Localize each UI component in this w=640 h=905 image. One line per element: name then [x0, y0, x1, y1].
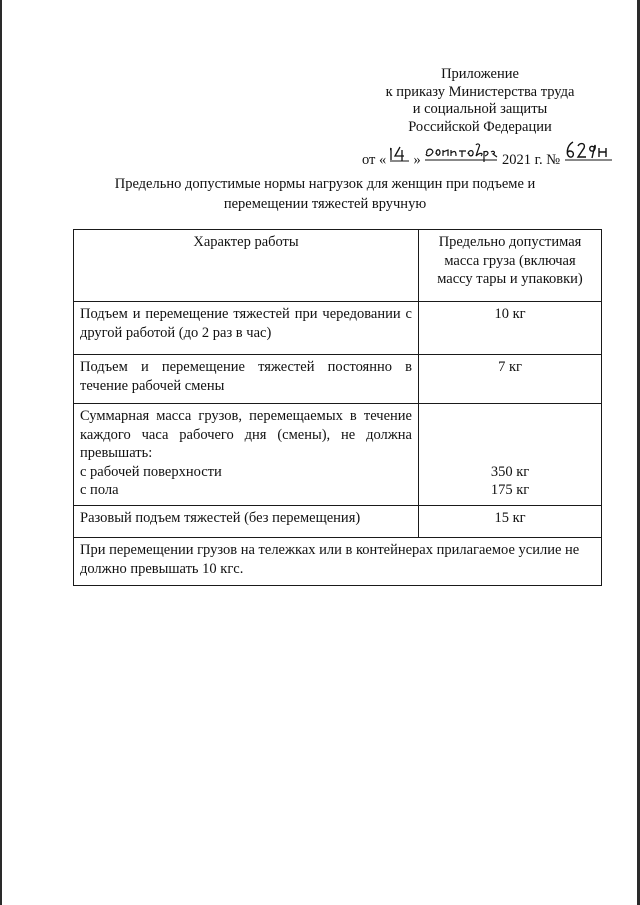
appendix-line: Российской Федерации [408, 118, 552, 135]
table-footer-row [74, 538, 602, 586]
order-date-year: 2021 г. № [502, 152, 561, 168]
row-work: Суммарная масса грузов, перемещаемых в течение каждого часа рабочего дня (смены), не должна превышать: [80, 408, 412, 461]
table-row [74, 404, 602, 506]
row-mass: 7 кг [419, 355, 602, 404]
row-work: Подъем и перемещение тяжестей при чередовании с другой работой (до 2 раз в час) [74, 302, 419, 355]
appendix-line: и социальной защиты [412, 101, 548, 117]
order-date-line [362, 140, 614, 170]
appendix-header [330, 66, 630, 136]
document-title: Предельно допустимые нормы нагрузок для женщин при подъеме и перемещении тяжестей вручную [114, 176, 536, 212]
norms-table [73, 229, 602, 586]
table-row [74, 355, 602, 404]
order-date-middle: » [413, 152, 421, 168]
sub-label-floor: с пола [80, 482, 119, 498]
handwritten-day [390, 144, 410, 170]
row-work: Разовый подъем тяжестей (без перемещения) [74, 506, 419, 538]
table-footer-note: При перемещении грузов на тележках или в контейнерах прилагаемое усилие не должно превышать 10 кгс. [74, 538, 602, 586]
table-header-row [74, 230, 602, 302]
order-date-prefix: от « [362, 152, 387, 168]
handwritten-month [424, 142, 498, 170]
row-work-group [74, 404, 419, 506]
scan-edge-left [0, 0, 2, 905]
table-row [74, 302, 602, 355]
row-mass-group [419, 404, 602, 506]
row-mass: 15 кг [419, 506, 602, 538]
row-mass: 10 кг [419, 302, 602, 355]
appendix-line: к приказу Министерства труда [385, 83, 575, 100]
row-work: Подъем и перемещение тяжестей постоянно в течение рабочей смены [74, 355, 419, 404]
appendix-line: Приложение [441, 66, 519, 82]
table-row [74, 506, 602, 538]
header-mass: Предельно допустимая масса груза (включая массу тары и упаковки) [419, 230, 602, 302]
handwritten-order-number [564, 140, 614, 170]
sub-mass-floor: 175 кг [490, 482, 530, 498]
sub-label-surface: с рабочей поверхности [80, 463, 222, 480]
header-work: Характер работы [74, 230, 419, 302]
sub-mass-surface: 350 кг [490, 463, 530, 480]
